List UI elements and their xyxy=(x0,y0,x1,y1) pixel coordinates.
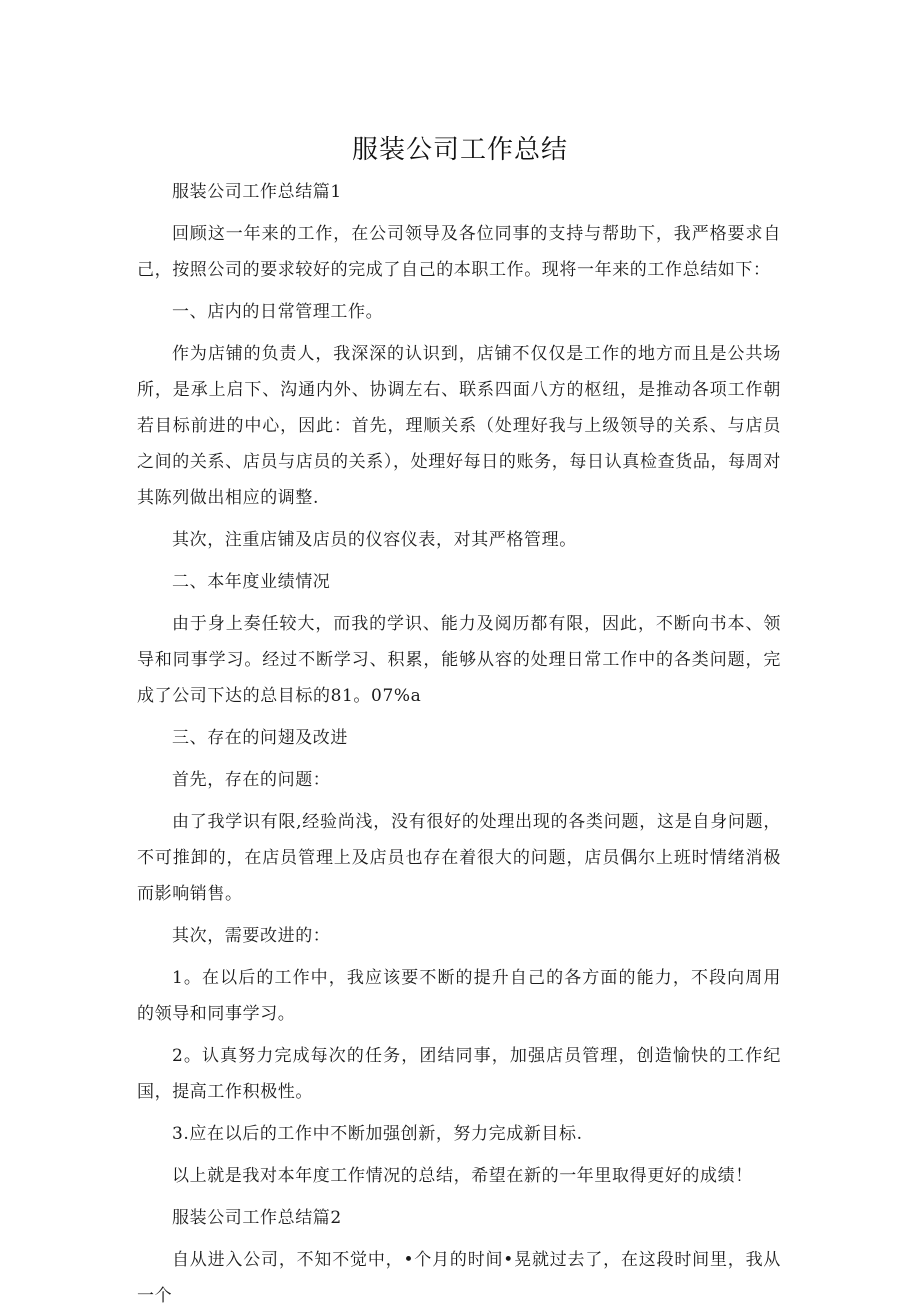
paragraph-problems: 由了我学识有限,经验尚浅，没有很好的处理出现的各类问题，这是自身问题，不可推卸的，在店员管理上及店员也存在着很大的问题，店员偶尔上班时情绪消极而影响销售。 xyxy=(137,812,781,904)
list-item-1: 1。在以后的工作中，我应该要不断的提升自己的各方面的能力，不段向周用的领导和同事学习。 xyxy=(137,968,781,1024)
document-body xyxy=(137,174,781,1314)
subheading-improvements: 其次，需要改进的： xyxy=(172,926,331,946)
heading-daily-management: 一、店内的日常管理工作。 xyxy=(172,302,384,322)
section-heading-part-2: 服装公司工作总结篇2 xyxy=(172,1208,342,1228)
heading-problems: 三、存在的问翅及改进 xyxy=(172,728,348,748)
paragraph-store-manager: 作为店铺的负责人，我深深的认识到，店铺不仅仅是工作的地方而且是公共场所，是承上启下、沟通内外、协调左右、联系四面八方的枢纽，是推动各项工作朝若目标前进的中心，因此：首先，理顺关系（处理好我与上级领导的关系、与店员之间的关系、店员与店员的关系），处理好每日的账务，每日认真检查货品，每周对其陈列做出相应的调整. xyxy=(137,344,781,508)
paragraph-part-2-intro: 自从进入公司，不知不觉中，•个月的时间•晃就过去了，在这段时间里，我从一个 xyxy=(137,1250,781,1306)
paragraph-appearance: 其次，注重店铺及店员的仪容仪表，对其严格管理。 xyxy=(172,530,577,550)
list-item-3: 3.应在以后的工作中不断加强创新，努力完成新目标. xyxy=(172,1124,583,1144)
section-heading-part-1: 服装公司工作总结篇1 xyxy=(172,182,342,202)
list-item-2: 2。认真努力完成每次的任务，团结同事，加强店员管理，创造愉快的工作纪国，提高工作积极性。 xyxy=(137,1046,781,1102)
paragraph-performance: 由于身上奏任较大，而我的学识、能力及阅历都有限，因此，不断向书本、领导和同事学习。经过不断学习、积累，能够从容的处理日常工作中的各类问题，完成了公司下达的总目标的81。07%a xyxy=(137,614,781,706)
heading-performance: 二、本年度业绩情况 xyxy=(172,572,331,592)
paragraph-review: 回顾这一年来的工作，在公司领导及各位同事的支持与帮助下，我严格要求自己，按照公司的要求较好的完成了自己的本职工作。现将一年来的工作总结如下： xyxy=(137,224,781,280)
subheading-problems: 首先，存在的问题： xyxy=(172,770,331,790)
document-title: 服装公司工作总结 xyxy=(351,135,568,165)
paragraph-conclusion: 以上就是我对本年度工作情况的总结，希望在新的一年里取得更好的成绩！ xyxy=(172,1166,753,1186)
